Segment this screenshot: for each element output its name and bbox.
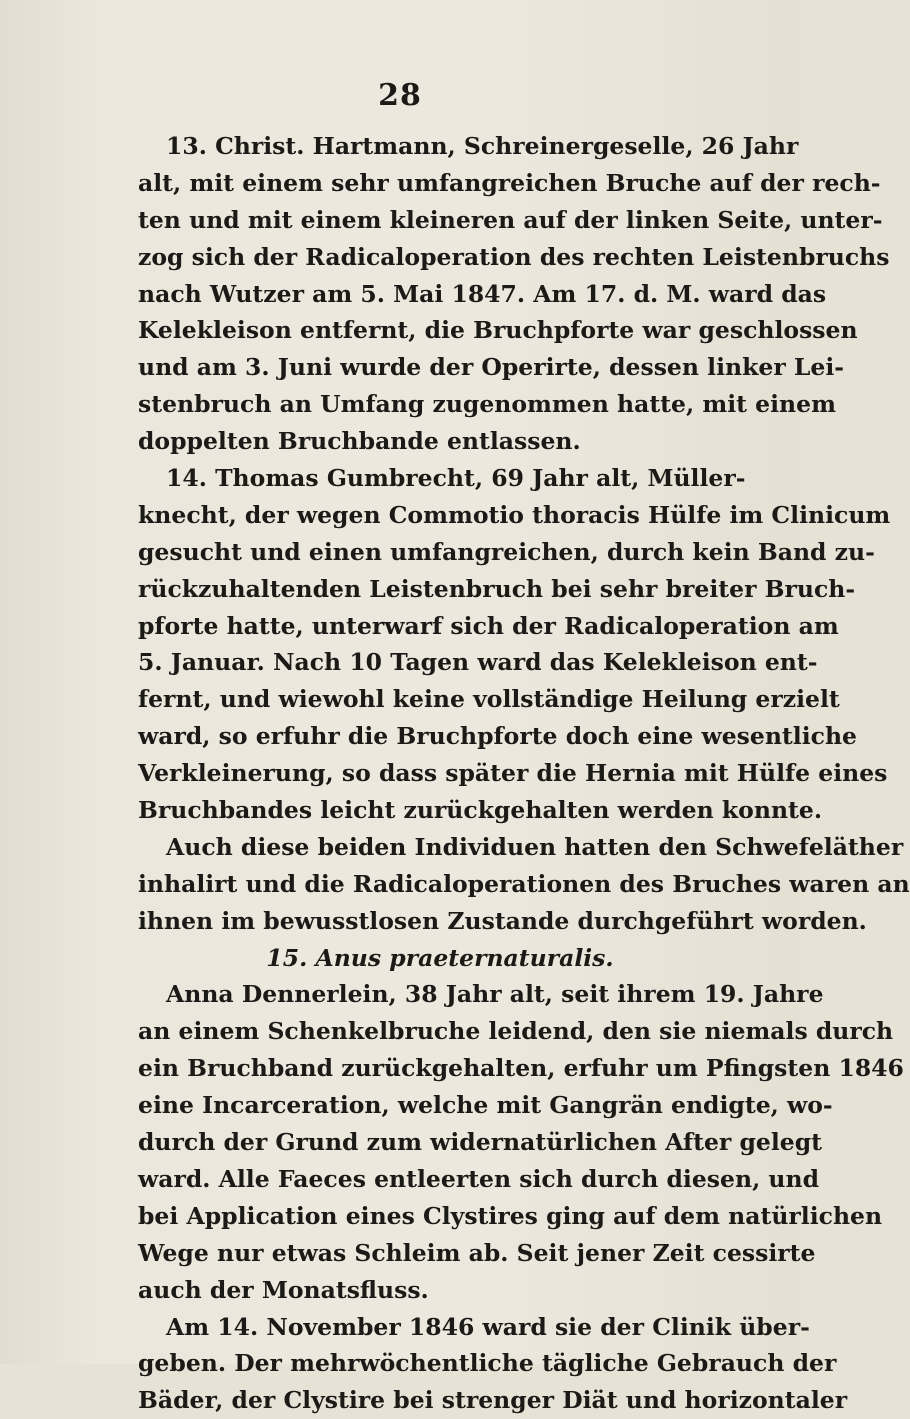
text-line: fernt, und wiewohl keine vollständige Heilung erzielt — [138, 685, 840, 714]
text-line: und am 3. Juni wurde der Operirte, dessen linker Lei- — [138, 353, 845, 382]
text-line: Anna Dennerlein, 38 Jahr alt, seit ihrem 19. Jahre — [166, 980, 824, 1009]
text-line: knecht, der wegen Commotio thoracis Hülfe im Clinicum — [138, 500, 891, 529]
text-line: alt, mit einem sehr umfangreichen Bruche auf der rech- — [138, 168, 881, 197]
text-line: bei Application eines Clystires ging auf dem natürlichen — [138, 1201, 883, 1230]
text-line: Verkleinerung, so dass später die Hernia mit Hülfe eines — [138, 759, 888, 788]
text-line: pforte hatte, unterwarf sich der Radicaloperation am — [138, 611, 839, 640]
text-line: eine Incarceration, welche mit Gangrän endigte, wo- — [138, 1091, 833, 1120]
page-number: 28 — [378, 78, 422, 113]
text-line: durch der Grund zum widernatürlichen After gelegt — [138, 1128, 823, 1157]
text-line: doppelten Bruchbande entlassen. — [138, 427, 581, 456]
text-line: an einem Schenkelbruche leidend, den sie niemals durch — [138, 1017, 894, 1046]
text-line: ward, so erfuhr die Bruchpforte doch eine wesentliche — [138, 722, 857, 751]
text-line: 14. Thomas Gumbrecht, 69 Jahr alt, Müller- — [166, 464, 746, 493]
text-line: Bruchbandes leicht zurückgehalten werden konnte. — [138, 796, 823, 825]
text-line: zog sich der Radicaloperation des rechten Leistenbruchs — [138, 242, 890, 271]
text-line: geben. Der mehrwöchentliche tägliche Gebrauch der — [138, 1349, 837, 1378]
text-line: Auch diese beiden Individuen hatten den Schwefeläther — [166, 832, 904, 861]
text-line: ein Bruchband zurückgehalten, erfuhr um Pfingsten 1846 — [138, 1054, 904, 1083]
text-line: Wege nur etwas Schleim ab. Seit jener Zeit cessirte — [138, 1238, 816, 1267]
text-line: ward. Alle Faeces entleerten sich durch diesen, und — [138, 1164, 820, 1193]
body-text — [138, 128, 910, 1419]
text-line: 5. Januar. Nach 10 Tagen ward das Kelekleison ent- — [138, 648, 818, 677]
text-line: Bäder, der Clystire bei strenger Diät und horizontaler — [138, 1386, 848, 1415]
text-line: 13. Christ. Hartmann, Schreinergeselle, 26 Jahr — [166, 132, 799, 160]
text-line: ihnen im bewusstlosen Zustande durchgeführt worden. — [138, 906, 867, 935]
text-line: Kelekleison entfernt, die Bruchpforte war geschlossen — [138, 316, 858, 345]
text-line: inhalirt und die Radicaloperationen des Bruches waren an — [138, 869, 910, 898]
text-line: ten und mit einem kleineren auf der linken Seite, unter- — [138, 205, 883, 234]
text-line: nach Wutzer am 5. Mai 1847. Am 17. d. M. ward das — [138, 279, 827, 308]
text-line: stenbruch an Umfang zugenommen hatte, mit einem — [138, 390, 836, 419]
section-heading: 15. Anus praeternaturalis. — [266, 943, 614, 972]
text-line: auch der Monatsfluss. — [138, 1275, 429, 1304]
text-line: rückzuhaltenden Leistenbruch bei sehr breiter Bruch- — [138, 574, 856, 603]
text-line: Am 14. November 1846 ward sie der Clinik über- — [166, 1312, 810, 1341]
text-line: gesucht und einen umfangreichen, durch kein Band zu- — [138, 537, 875, 566]
